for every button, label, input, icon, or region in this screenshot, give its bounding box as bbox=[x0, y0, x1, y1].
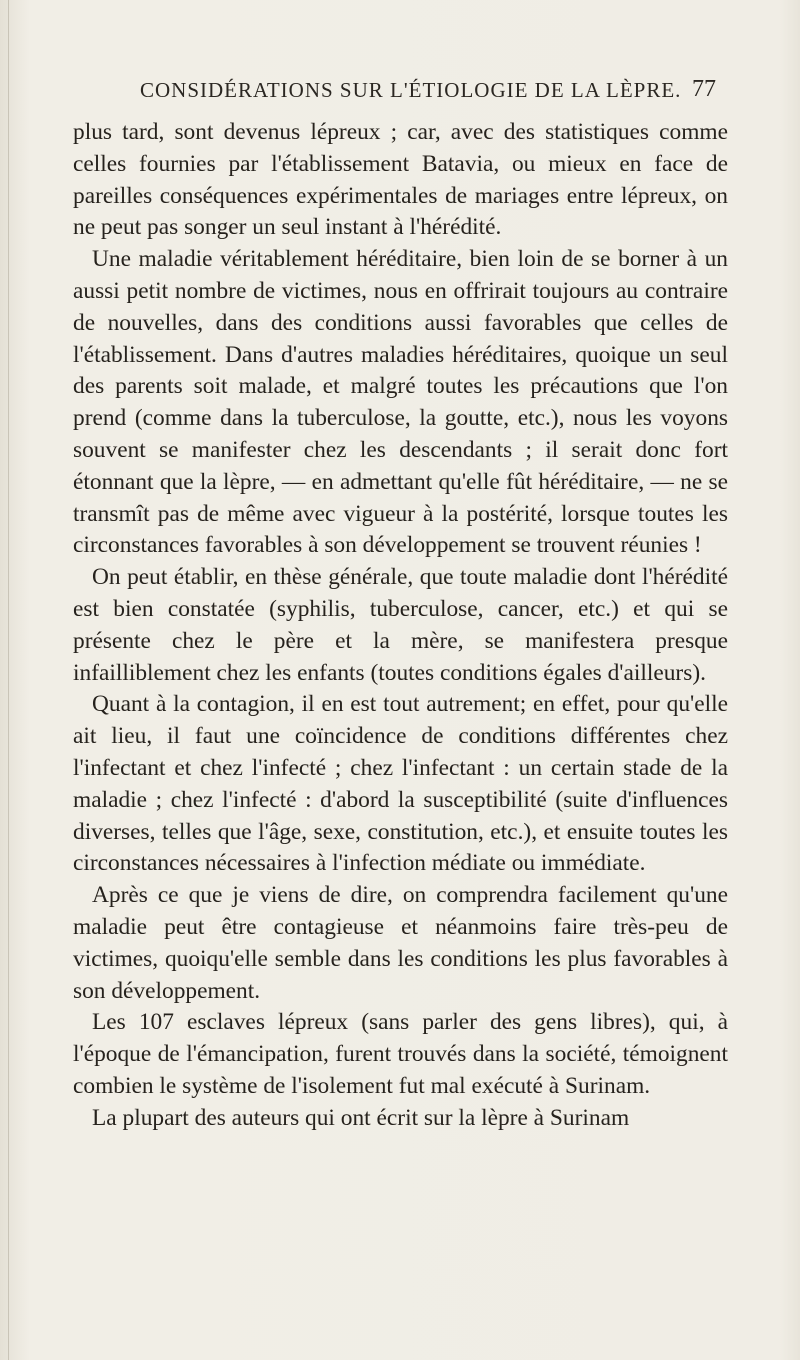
paragraph: Les 107 esclaves lépreux (sans parler des gens libres), qui, à l'époque de l'émancipation, furent trouvés dans la société, témoignent combien le système de l'isolement fut mal exécuté à Surinam. bbox=[73, 1009, 728, 1099]
page-number: 77 bbox=[692, 76, 716, 102]
page-edge bbox=[8, 0, 9, 1360]
paragraph: Une maladie véritablement héréditaire, bien loin de se borner à un aussi petit nombre de victimes, nous en offrirait toujours au contraire de nouvelles, dans des conditions aussi favorables que celles de l'établissement. Dans d'autres maladies héréditaires, quoique un seul des parents soit malade, et malgré toutes les précautions que l'on prend (comme dans la tuberculose, la goutte, etc.), nous les voyons souvent se manifester chez les descendants ; il serait donc fort étonnant que la lèpre, — en admettant qu'elle fût héréditaire, — ne se transmît pas de même avec vigueur à la postérité, lorsque toutes les circonstances favorables à son développement se trouvent réunies ! bbox=[73, 246, 728, 559]
paragraph: Quant à la contagion, il en est tout autrement; en effet, pour qu'elle ait lieu, il faut une coïncidence de conditions différentes chez l'infectant et chez l'infecté ; chez l'infectant : un certain stade de la maladie ; chez l'infecté : d'abord la susceptibilité (suite d'influences diverses, telles que l'âge, sexe, constitution, etc.), et ensuite toutes les circonstances nécessaires à l'infection médiate ou immédiate. bbox=[73, 691, 728, 877]
paragraph: La plupart des auteurs qui ont écrit sur la lèpre à Surinam bbox=[92, 1104, 630, 1131]
paragraph: Après ce que je viens de dire, on comprendra facilement qu'une maladie peut être contagieuse et néanmoins faire très-peu de victimes, quoiqu'elle semble dans les conditions les plus favorables à son développement. bbox=[73, 882, 728, 1004]
paragraph-continuation: plus tard, sont devenus lépreux ; car, avec des statistiques comme celles fournies par l'établissement Batavia, ou mieux en face de pareilles conséquences expérimentales de mariages entre lépreux, on ne peut pas songer un seul instant à l'hérédité. bbox=[73, 119, 728, 241]
running-head: CONSIDÉRATIONS SUR L'ÉTIOLOGIE DE LA LÈPRE. bbox=[140, 78, 682, 102]
paragraph: On peut établir, en thèse générale, que toute maladie dont l'hérédité est bien constatée (syphilis, tuberculose, cancer, etc.) et qui se présente chez le père et la mère, se manifestera presque infailliblement chez les enfants (toutes conditions égales d'ailleurs). bbox=[73, 564, 728, 686]
body-text bbox=[73, 117, 728, 1135]
